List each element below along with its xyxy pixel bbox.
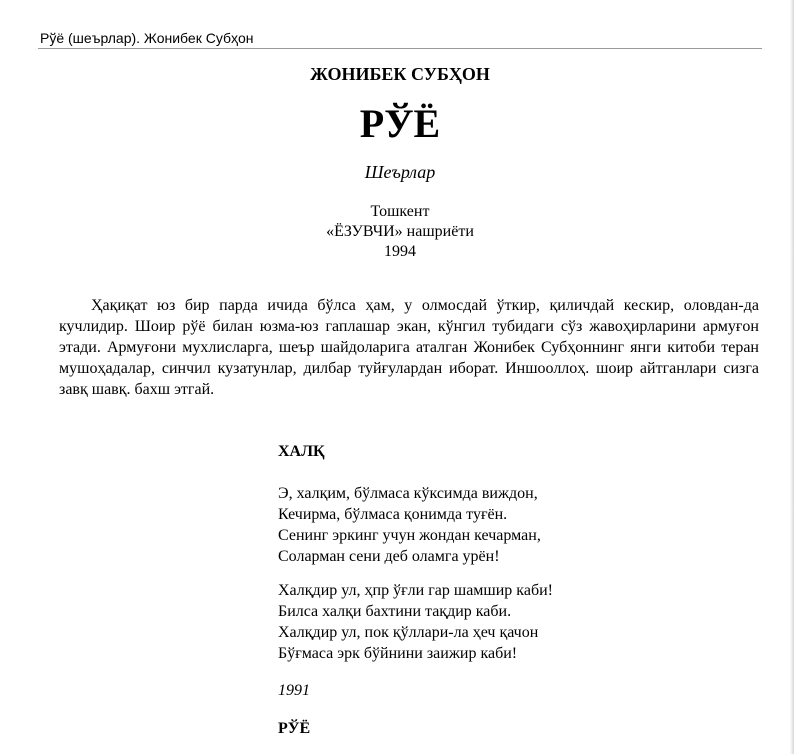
page-edge-shadow bbox=[790, 0, 794, 754]
poem-year: 1991 bbox=[278, 682, 310, 699]
poem-line: Соларман сени деб оламга урён! bbox=[278, 548, 500, 565]
poem-line: Сенинг эркинг учун жондан кечарман, bbox=[278, 527, 541, 544]
poem-line: Халқдир ул, ҳпр ўғли гар шамшир каби! bbox=[278, 582, 553, 599]
intro-paragraph: Ҳақиқат юз бир парда ичида бўлса ҳам, у олмосдай ўткир, қиличдай кескир, оловдан-да кучлидир. Шоир рўё билан юзма-юз гаплашар экан, кўнгил тубидаги сўз жавоҳирларини армуғон этади. Армуғони мухлисларга, шеър шайдоларига аталган Жонибек Субҳоннинг янги китоби теран мушоҳадалар, синчил кузатунлар, дилбар туйғулардан иборат. Иншооллоҳ. шоир айтганлари сизга завқ шавқ. бахш этгай. bbox=[59, 297, 759, 398]
running-header: Рўё (шеърлар). Жонибек Субҳон bbox=[40, 30, 254, 46]
poem-line: Билса халқи бахтини тақдир каби. bbox=[278, 603, 512, 620]
poem-line: Бўғмаса эрк бўйнини заижир каби! bbox=[278, 645, 518, 662]
header-divider bbox=[38, 48, 762, 49]
poem-title: ХАЛҚ bbox=[278, 443, 325, 460]
publication-info bbox=[38, 202, 762, 262]
publisher-name: «ЁЗУВЧИ» нашриёти bbox=[326, 223, 474, 240]
next-poem-title: РЎЁ bbox=[278, 720, 311, 737]
publication-city: Тошкент bbox=[370, 203, 430, 220]
poem-stanza-1 bbox=[278, 483, 541, 567]
poem-line: Халқдир ул, пок қўллари-ла ҳеч қачон bbox=[278, 624, 539, 641]
book-author: ЖОНИБЕК СУБҲОН bbox=[310, 64, 490, 84]
book-genre: Шеърлар bbox=[364, 162, 436, 182]
publication-year: 1994 bbox=[384, 243, 416, 260]
poem-stanza-2 bbox=[278, 580, 553, 664]
poem-line: Э, халқим, бўлмаса кўксимда виждон, bbox=[278, 485, 538, 502]
book-title: РЎЁ bbox=[359, 101, 441, 146]
poem-line: Кечирма, бўлмаса қонимда туғён. bbox=[278, 506, 508, 523]
